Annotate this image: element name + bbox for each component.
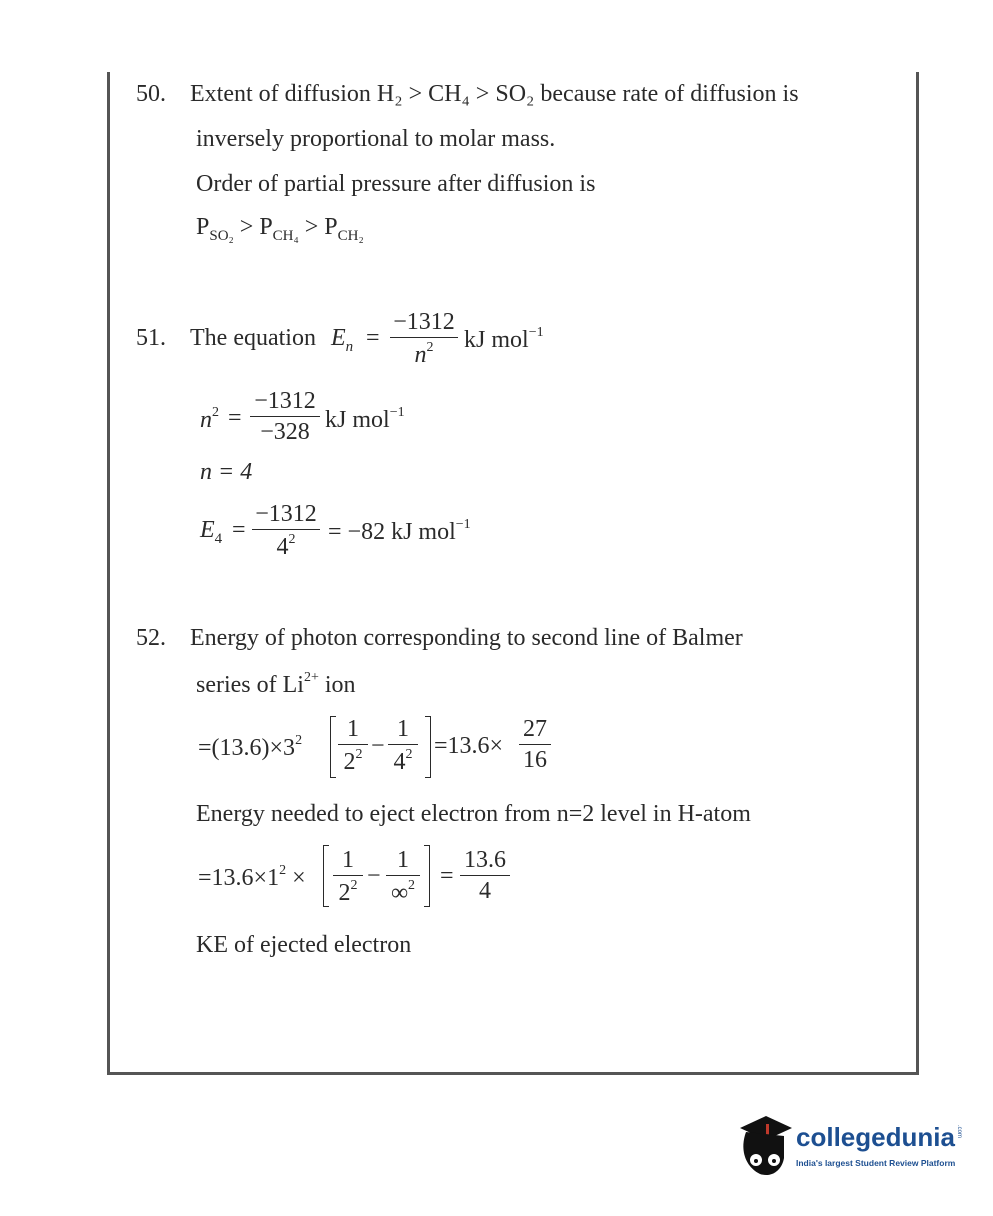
q52-line3: Energy needed to eject electron from n=2 level in H-atom — [196, 801, 751, 827]
q52-eq1-frac-c: 27 16 — [519, 717, 551, 772]
q52-eq1-minus: − — [371, 733, 385, 759]
brand-tagline: India's largest Student Review Platform — [796, 1158, 956, 1168]
q50-pressure-order: $P_{SO_2} > P_{CH_4} > P_{CH_2}$ — [196, 214, 364, 244]
q50-line2: inversely proportional to molar mass. — [196, 126, 556, 152]
q51-equals: = — [366, 325, 380, 351]
q52-eq2-minus: − — [367, 863, 381, 889]
q52-eq2-bracket-left — [323, 845, 329, 907]
q51-intro: The equation — [190, 325, 316, 351]
q52-eq2-frac-a: 1 $2^2$ — [333, 848, 363, 905]
q51-E4: $E_4$ — [200, 517, 223, 547]
q52-eq1-bracket-right — [425, 716, 431, 778]
q50-line3: Order of partial pressure after diffusion is — [196, 171, 596, 197]
q52-eq2-bracket-right — [424, 845, 430, 907]
q52-eq1-bracket-left — [330, 716, 336, 778]
q52-eq2-left: $=13.6\times 1^2$ × — [198, 863, 306, 891]
q52-eq1-mid: =13.6× — [434, 733, 504, 759]
q51-equals-3: = — [232, 517, 246, 543]
q50-line1: Extent of diffusion H₂ > CH₄ > SO₂ because rate of diffusion is — [190, 81, 799, 107]
q52-eq2-equals: = — [440, 863, 454, 889]
q51-result: = −82 kJ mol$^{-1}$ — [328, 517, 471, 545]
q52-eq1-left: $=(13.6)\times 3^2$ — [198, 733, 303, 761]
q51-fraction-2: −1312 −328 — [250, 389, 320, 444]
q51-equals-2: = — [228, 405, 242, 431]
q51-fraction-1: −1312 $n^2$ — [390, 310, 458, 367]
q50-number: 50. — [136, 81, 166, 107]
q51-n-equals-4: n = 4 — [200, 459, 253, 485]
q51-unit-2: kJ mol$^{-1}$ — [325, 405, 405, 433]
q52-eq1-frac-b: 1 $4^2$ — [388, 717, 418, 774]
q52-eq2-frac-result: 13.6 4 — [460, 848, 510, 903]
q51-En: $E_n$ — [331, 325, 354, 355]
q51-fraction-3: −1312 $4^2$ — [252, 502, 320, 559]
brand-name: collegedunia — [796, 1122, 955, 1152]
q52-eq1-frac-a: 1 $2^2$ — [338, 717, 368, 774]
q52-line4: KE of ejected electron — [196, 932, 412, 958]
q51-number: 51. — [136, 325, 166, 351]
q52-number: 52. — [136, 625, 166, 651]
q51-n-squared: $n^2$ — [200, 405, 219, 433]
q52-eq2-frac-b: 1 ∞$^2$ — [386, 848, 420, 905]
q52-line2: series of $Li^{2+}$ ion — [196, 670, 356, 698]
q51-unit-1: kJ mol$^{-1}$ — [464, 325, 544, 353]
brand-com: .com — [956, 1125, 962, 1139]
q52-line1: Energy of photon corresponding to second line of Balmer — [190, 625, 743, 651]
collegedunia-logo — [738, 1108, 968, 1188]
